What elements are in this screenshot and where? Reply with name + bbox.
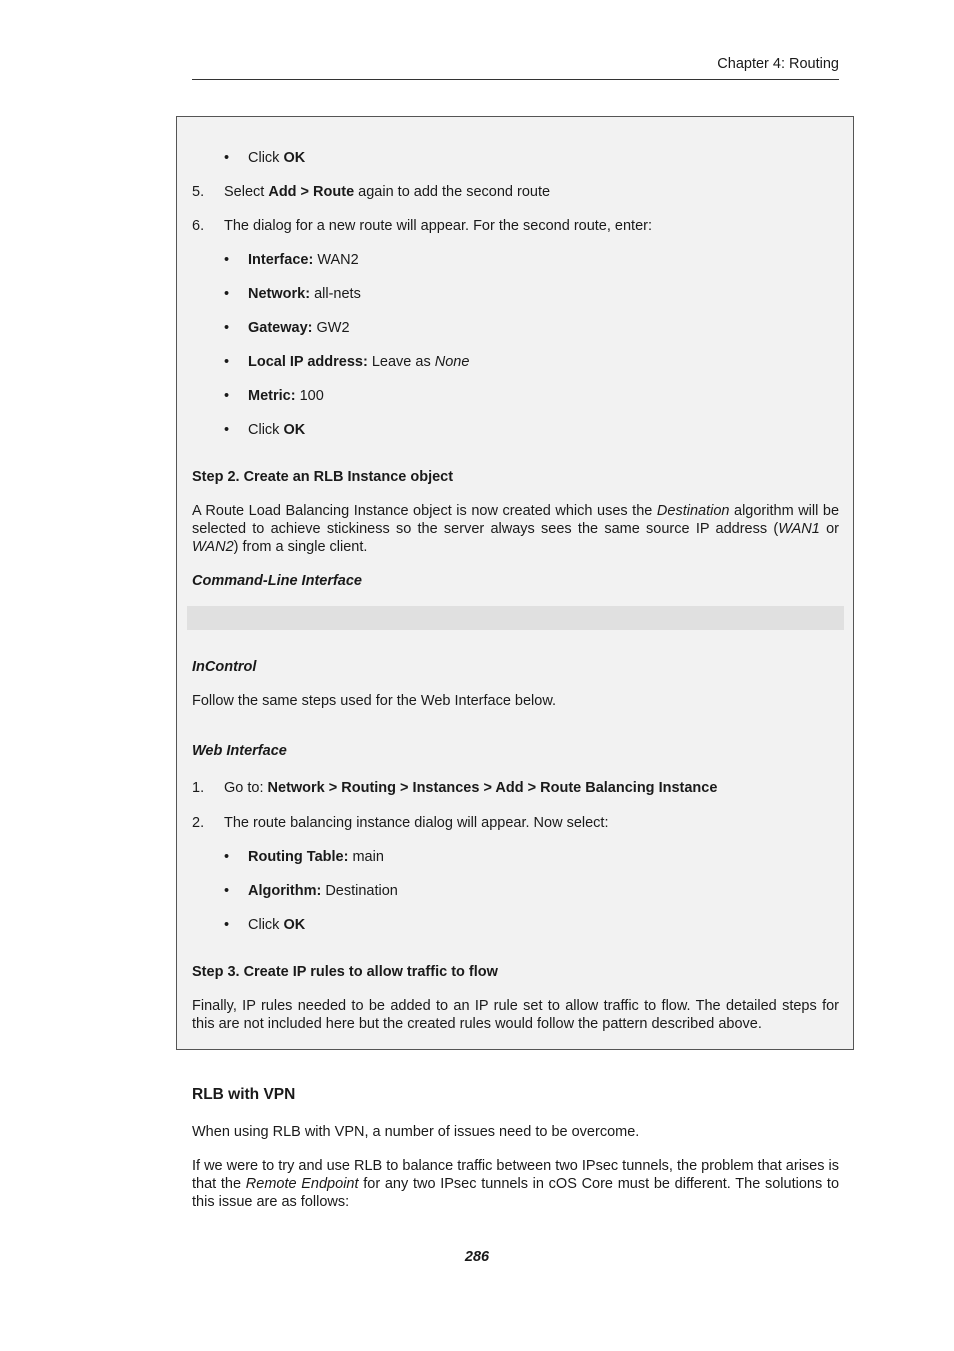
chapter-title: Chapter 4: Routing xyxy=(717,56,839,72)
step-number: 6. xyxy=(192,218,205,234)
web-heading: Web Interface xyxy=(192,743,287,759)
list-item: Interface: WAN2 xyxy=(248,252,359,268)
cli-heading: Command-Line Interface xyxy=(192,573,362,589)
step-number: 2. xyxy=(192,815,205,831)
bullet: • xyxy=(224,849,230,865)
list-item: Algorithm: Destination xyxy=(248,883,398,899)
list-item: Local IP address: Leave as None xyxy=(248,354,470,370)
step2-heading: Step 2. Create an RLB Instance object xyxy=(192,469,454,485)
incontrol-heading: InControl xyxy=(192,659,257,675)
bullet: • xyxy=(224,883,230,899)
step-number: 1. xyxy=(192,780,205,796)
list-item: Routing Table: main xyxy=(248,849,384,865)
step3-heading: Step 3. Create IP rules to allow traffic to flow xyxy=(192,964,498,980)
step5-text: Select Add > Route again to add the second route xyxy=(224,184,551,200)
cli-code-block xyxy=(187,606,844,630)
list-item: Network: all-nets xyxy=(248,286,361,302)
section-paragraph: When using RLB with VPN, a number of issues need to be overcome. xyxy=(192,1124,640,1140)
step6-text: The dialog for a new route will appear. For the second route, enter: xyxy=(224,218,652,234)
step-number: 5. xyxy=(192,184,205,200)
step3-paragraph: Finally, IP rules needed to be added to an IP rule set to allow traffic to flow. The detailed steps for this are not included here but the created rules would follow the pattern described above. xyxy=(192,998,839,1032)
step2-paragraph: A Route Load Balancing Instance object is now created which uses the Destination algorithm will be selected to achieve stickiness so the server always sees the same source IP address (WAN1 or WAN2) from a single client. xyxy=(192,503,840,555)
click-ok-item: Click OK xyxy=(248,917,306,933)
running-header xyxy=(192,55,839,80)
list-item: Gateway: GW2 xyxy=(248,320,350,336)
bullet: • xyxy=(224,252,230,268)
bullet: • xyxy=(224,354,230,370)
click-ok-item: Click OK xyxy=(248,150,306,166)
bullet: • xyxy=(224,320,230,336)
bullet: • xyxy=(224,150,230,166)
section-paragraph: If we were to try and use RLB to balance traffic between two IPsec tunnels, the problem that arises is that the Remote Endpoint for any two IPsec tunnels in cOS Core must be different. The solutions to this issue are as follows: xyxy=(192,1158,840,1210)
bullet: • xyxy=(224,422,230,438)
click-ok-item: Click OK xyxy=(248,422,306,438)
bullet: • xyxy=(224,286,230,302)
bullet: • xyxy=(224,917,230,933)
incontrol-text: Follow the same steps used for the Web Interface below. xyxy=(192,693,557,709)
section-heading: RLB with VPN xyxy=(192,1086,296,1103)
web-step1-text: Go to: Network > Routing > Instances > Add > Route Balancing Instance xyxy=(224,780,718,796)
web-step2-text: The route balancing instance dialog will appear. Now select: xyxy=(224,815,609,831)
page-number: 286 xyxy=(464,1249,490,1265)
list-item: Metric: 100 xyxy=(248,388,324,404)
bullet: • xyxy=(224,388,230,404)
